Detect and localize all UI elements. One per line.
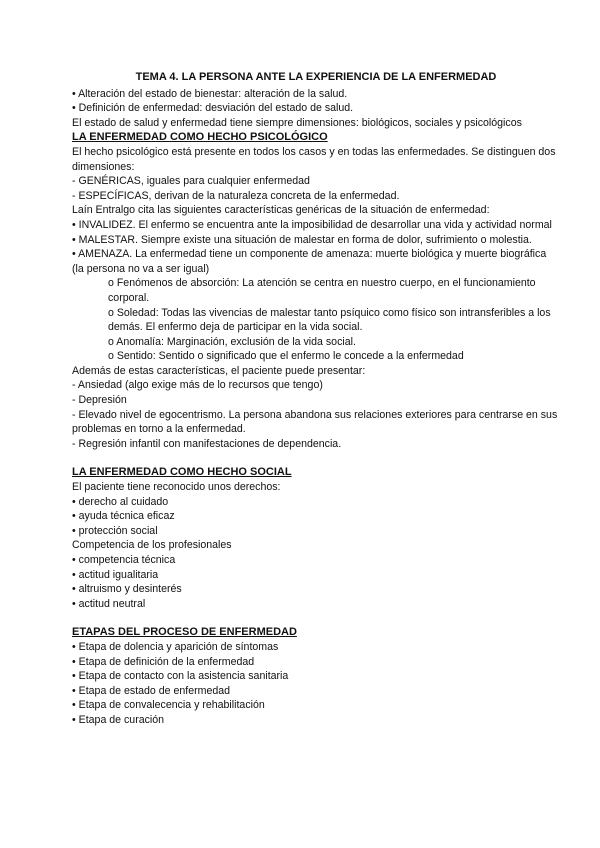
- bullet-item: • Etapa de curación: [72, 713, 165, 726]
- section-heading-etapas: ETAPAS DEL PROCESO DE ENFERMEDAD: [72, 626, 297, 639]
- list-item: - Elevado nivel de egocentrismo. La persona abandona sus relaciones exteriores para centrarse en sus problemas en torno a la enfermedad.: [72, 408, 558, 436]
- bullet-item: • derecho al cuidado: [72, 495, 169, 508]
- sub-item: o Soledad: Todas las vivencias de malestar tanto psíquico como físico son intransferibles a los demás. El enfermo deja de participar en la vida social.: [108, 306, 551, 334]
- bullet-item: • competencia técnica: [72, 554, 176, 566]
- list-item: - Depresión: [72, 394, 127, 407]
- intro-line: El estado de salud y enfermedad tiene siempre dimensiones: biológicos, sociales y psicológicos: [72, 116, 522, 129]
- intro-line: • Alteración del estado de bienestar: alteración de la salud.: [72, 87, 348, 100]
- bullet-item: • altruismo y desinterés: [72, 583, 182, 596]
- section-heading-social: LA ENFERMEDAD COMO HECHO SOCIAL: [72, 466, 292, 479]
- bullet-item: • ayuda técnica eficaz: [72, 510, 175, 523]
- paragraph-line: Además de estas características, el paciente puede presentar:: [72, 364, 366, 377]
- bullet-item: • MALESTAR. Siempre existe una situación de malestar en forma de dolor, sufrimiento o molestia.: [72, 233, 532, 246]
- bullet-item: • Etapa de contacto con la asistencia sanitaria: [72, 670, 289, 683]
- paragraph-line: Competencia de los profesionales: [72, 539, 232, 552]
- paragraph-line: El hecho psicológico está presente en todos los casos y en todas las enfermedades. Se distinguen dos dimensiones:: [72, 145, 556, 173]
- sub-item: o Fenómenos de absorción: La atención se centra en nuestro cuerpo, en el funcionamiento corporal.: [108, 277, 536, 304]
- section-heading-psicologico: LA ENFERMEDAD COMO HECHO PSICOLÓGICO: [72, 131, 328, 144]
- bullet-item: • Etapa de estado de enfermedad: [72, 684, 231, 697]
- bullet-item: • Etapa de definición de la enfermedad: [72, 655, 255, 668]
- bullet-item: • AMENAZA. La enfermedad tiene un componente de amenaza: muerte biológica y muerte biográfica (la persona no va a ser igual): [72, 248, 547, 275]
- bullet-item: • actitud neutral: [72, 597, 146, 610]
- list-item: - Regresión infantil con manifestaciones de dependencia.: [72, 437, 342, 450]
- paragraph-line: Laín Entralgo cita las siguientes características genéricas de la situación de enfermedad:: [72, 204, 490, 217]
- list-item: - Ansiedad (algo exige más de lo recursos que tengo): [72, 379, 323, 392]
- section-spacer: [72, 451, 560, 465]
- section-spacer: [72, 611, 560, 625]
- bullet-item: • INVALIDEZ. El enfermo se encuentra ante la imposibilidad de desarrollar una vida y actividad normal: [72, 218, 552, 231]
- bullet-item: • actitud igualitaria: [72, 568, 159, 581]
- bullet-item: • protección social: [72, 524, 158, 537]
- bullet-item: • Etapa de dolencia y aparición de síntomas: [72, 640, 279, 653]
- sub-item: o Sentido: Sentido o significado que el enfermo le concede a la enfermedad: [108, 350, 464, 363]
- document-title: TEMA 4. LA PERSONA ANTE LA EXPERIENCIA DE LA ENFERMEDAD: [135, 71, 497, 83]
- paragraph-line: - GENÉRICAS, iguales para cualquier enfermedad: [72, 175, 310, 188]
- bullet-item: • Etapa de convalecencia y rehabilitación: [72, 699, 265, 712]
- sub-item: o Anomalía: Marginación, exclusión de la vida social.: [108, 335, 356, 348]
- paragraph-line: - ESPECÍFICAS, derivan de la naturaleza concreta de la enfermedad.: [72, 189, 400, 202]
- paragraph-line: El paciente tiene reconocido unos derechos:: [72, 481, 281, 494]
- intro-line: • Definición de enfermedad: desviación del estado de salud.: [72, 102, 354, 115]
